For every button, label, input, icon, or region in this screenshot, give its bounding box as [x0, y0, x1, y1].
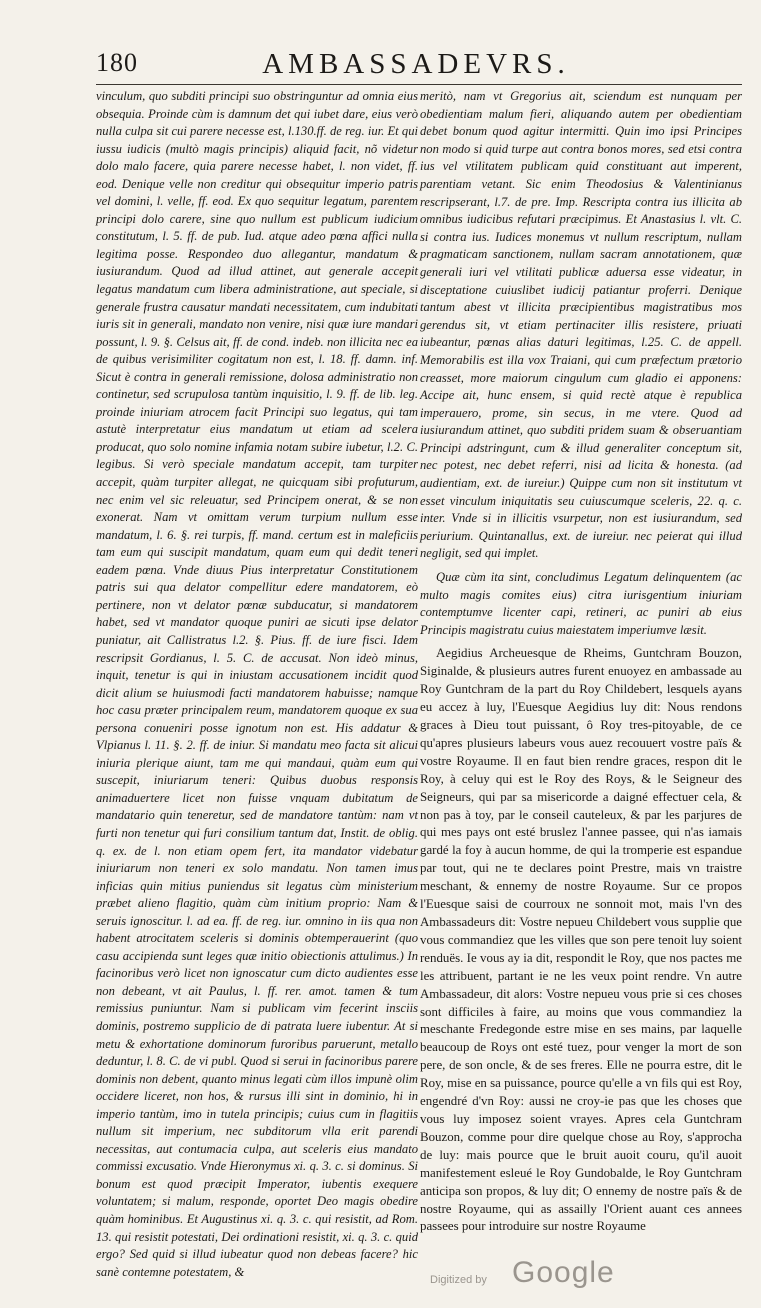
running-title: AMBASSADEVRS. [262, 48, 570, 80]
latin-paragraph: vinculum, quo subditi principi suo obstringuntur ad omnia eius obsequia. Proinde cùm is damnum det qui iubet dare, eius verò nulla culpa sit cui parere necesse est, l.130.ff. de reg. iur. Et qui iussu iudicis (multò magis principis) aliquid facit, nõ videtur dolo malo facere, quia parere necesse habet, l. non videt, ff. eod. Denique velle non creditur qui obsequitur imperio patris vel domini, l. velle, ff. eod. Ex quo sequitur legatum, parentem principi dolo carere, sine quo nullum est publicum iudicium constitutum, l. 5. ff. de pub. Iud. atque adeo pœna affici nulla legitima posse. Respondeo duo allegantur, mandatum & iusiurandum. Quod ad illud attinet, aut generale accepit legatus mandatum cum libera administratione, aut speciale, si generale frustra causatur mandati necessitatem, cum indubitati iuris sit in generali, mandato non venire, nisi quæ iure mandari possunt, l. 9. §. Celsus ait, ff. de cond. indeb. non illicita nec ea de quibus verisimiliter cogitatum non est, l. 18. ff. damn. inf. Sicut è contra in generali remissione, dolosa administratio non continetur, sed scrupulosa tantùm inquisitio, l. 9. ff. de lib. leg. proinde iniuriam atrocem facit Principi suo legatus, qui tam astutè interpretatur eius mandatum ut etiam ad scelera producat, quo solo nomine infamia notam subire iubetur, l.2. C. legibus. Si verò speciale mandatum accepit, tam turpiter accepit, quàm turpiter allegat, ne quicquam sibi profuturum, nec enim vel sic releuatur, sed Principem onerat, & se non exonerat. Nam vt omittam verum turpium nullum esse mandatum, l. 6. §. rei turpis, ff. mand. certum est in maleficiis tam eum qui suscipit mandatum, quam eum qui dedit teneri eadem pœna. Vnde diuus Pius interpretatur Constitutionem patris sui qua delator compellitur edere mandatorem, eò pertinere, non vt delator pœnæ subducatur, si mandatorem habet, sed vt mandator quoque puniri ae sicuti ipse delator puniatur, ait Callistratus l.2. §. Pius. ff. de iure fisci. Idem rescripsit Gordianus, l. 5. C. de accusat. Non ideò minus, inquit, tenetur is qui in iniustam accusationem incidit quod dicit alium se huiusmodi facti mandatorem habuisse; namque hoc casu præter principalem reum, mandatorem quoque ex sua persona conueniri posse ignotum non est. His addatur & Vlpianus l. 11. §. 2. ff. de iniur. Si mandatu meo facta sit alicui iniuria plerique aiunt, tam me qui mandaui, quàm eum qui suscepit, iniuriarum teneri: Quibus duobus responsis animaduertere licet non fuisse vnquam dubitatum de mandatario quin teneretur, sed de mandatore tantùm: nam vt furti non tenetur qui furi consilium tantum dat, Instit. de oblig. q. ex. de l. non etiam opem fert, ita mandator videbatur iniuriarum non teneri ex solo mandatu. Non tamen imus inficias quin mitius puniendus sit legatus cùm ministerium præbet alieno flagitio, quàm cùm initium proprio: Nam & seruis ignoscitur. l. ad ea. ff. de reg. iur. omnino in iis qua non habent atrocitatem sceleris si dominis obtemperauerint (quo casu accipienda sunt leges quæ initio obiectionis attulimus.) In facinoribus verò licet non ignoscatur cum dicto audientes esse non debeant, vt ait Paulus, l. ff. rer. amot. tamen & tum remissius puniuntur. Nam si publicam vim fecerint insciis dominis, postremo supplicio de di patrata luere iubentur. At si metu & exhortatione dominorum furoribus paruerunt, metallo deduntur, l. 8. C. de vi publ. Quod si serui in facinoribus parere dominis non debent, quanto minus legati cùm illos impunè olim occidere liceret, non hos, & rursus illi sint in dominio, hi in imperio tantùm, imo in tutela principis; cuius cum in flagitiis nullum sit imperium, nec subditorum vlla erit parendi necessitas, aut contumacia culpa, aut sceleris eius mandato commissi excusatio. Vnde Hieronymus xi. q. 3. c. si dominus. Si bonum est quod præcipit Imperator, iubentis exequere voluntatem; si malum, responde, oportet Deo magis obedire quàm hominibus. Et Augustinus xi. q. 3. c. qui resistit, ad Rom. 13. qui resistit potestati, Dei ordinationi resistit, xi. q. 3. c. quid ergo? Sed quid si illud iubeatur quod non debeas facere? hic sanè contemne potestatem, & [96, 89, 418, 1279]
header-rule [96, 84, 742, 85]
digitized-by-watermark [430, 1256, 670, 1296]
page-number: 180 [96, 48, 138, 77]
french-paragraph: Aegidius Archeuesque de Rheims, Guntchram Bouzon, Siginalde, & plusieurs autres furent enuoyez en ambassade au Roy Guntchram de la part du Roy Childebert, lesquels ayans eu accez à luy, l'Euesque Aegidius luy dit: Nous rendons graces à Dieu tout puissant, ô Roy tres-pitoyable, de ce qu'apres plusieurs labeurs vous auez recouuert vostre païs & vostre Royaume. Il en faut bien rendre graces, respon dit le Roy, à celuy qui est le Roy des Roys, & le Seigneur des Seigneurs, qui par sa misericorde a daigné effectuer cela, & non pas à toy, par le conseil cauteleux, & par les parjures de qui mes pays ont esté bruslez l'annee passee, qui n'as iamais gardé la foy à aucun homme, de qui la tromperie est espandue par tout, qui ne te declares point Prestre, mais vn traistre meschant, & ennemy de nostre Royaume. Sur ce propos l'Euesque saisi de courroux ne sonnoit mot, mais l'vn des Ambassadeurs dit: Vostre nepueu Childebert vous supplie que vous commandiez que les villes que son pere tenoit luy soient renduës. Ie vous ay ia dit, respondit le Roy, que nos pactes me les attribuent, partant ie ne les veux point rendre. Vn autre Ambassadeur, dit alors: Vostre nepueu vous prie si ces choses sont difficiles à faire, au moins que vous commandiez la meschante Fredegonde estre mise en ses mains, par laquelle beaucoup de Roys ont esté tuez, pour venger la mort de son pere, de son oncle, & de ses freres. Elle ne pourra estre, dit le Roy, mise en sa puissance, pource qu'elle a vn fils qui est Roy, engendré d'vn Roy: aussi ne croy-ie pas que les choses que vous luy imposez soient vrayes. Apres cela Guntchram Bouzon, comme pour dire quelque chose au Roy, s'approcha de luy: mais pource que le bruit auoit couru, qu'il auoit manifestement esleué le Roy Gundobalde, le Roy Guntchram anticipa son propos, & luy dit; O ennemy de nostre païs & de nostre Royaume, qui as assailly l'Orient auant ces annees passees pour introduire sur nostre Royaume [420, 646, 742, 1234]
google-logo: Google [512, 1256, 615, 1289]
latin-conclusion-paragraph: Quæ cùm ita sint, concludimus Legatum delinquentem (ac multo magis comites eius) citra iurisgentium iniuriam contemptumve licenter capi, retineri, ac puniri ab eius Principis magistratu cuius maiestatem imperiumve læsit. [420, 570, 742, 637]
left-column [96, 88, 418, 1279]
latin-paragraph: meritò, nam vt Gregorius ait, sciendum est nunquam per obedientiam malum fieri, aliquando autem per obedientiam debet bonum quod agitur intermitti. Quin imo ipsi Principes non modo si quid turpe aut contra bonos mores, sed etsi contra ius vel vtilitatem publicam quid constituant aut imperent, parentiam vetant. Sic enim Theodosius & Valentinianus rescripserant, l.7. de pre. Imp. Rescripta contra ius illicita ab omnibus iudicibus refutari præcipimus. Et Anastasius l. vlt. C. si contra ius. Iudices monemus vt nullum rescriptum, nullam pragmaticam sanctionem, nullam sacram annotationem, quæ generali iuri vel vtilitati publicæ aduersa esse videatur, in disceptatione cuiuslibet iudicij patiantur proferri. Denique tantum abest vt illicita præcipientibus magistratibus mos gerendus sit, vt etiam pertinaciter illis resistere, priuati iubeantur, pœnas alias daturi legitimas, l.25. C. de appell. Memorabilis est illa vox Traiani, qui cum præfectum prætorio creasset, more maiorum cingulum cum gladio ei apponens: Accipe ait, hunc ensem, si quid rectè atque è republica imperauero, prome, sin secus, in me vtere. Quod ad iusiurandum attinet, quo subditi pridem suam & obseruantiam Principi adstringunt, cum & illud generaliter conceptum sit, nec potest, nec debet referri, nisi ad licita & honesta. (ad audientiam, ext. de iureiur.) Quippe cum non sit institutum vt esset vinculum iniquitatis seu cuiuscumque sceleris, 22. q. c. inter. Vnde si in illicitis vsurpetur, non est iusiurandum, sed periurium. Quintanallus, ext. de iureiur. nec peierat qui illud negligit, sed qui implet. [420, 89, 742, 561]
right-column [420, 88, 742, 1234]
digitized-by-label: Digitized by [430, 1274, 487, 1286]
